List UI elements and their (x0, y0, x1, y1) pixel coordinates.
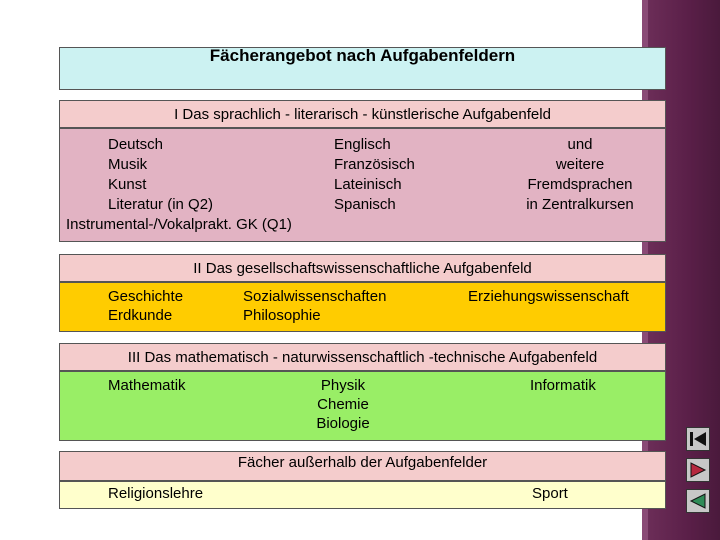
field1-note: und (567, 136, 593, 153)
previous-slide-icon[interactable] (686, 489, 710, 513)
field2-subject: Geschichte (108, 288, 184, 305)
page-title: Fächerangebot nach Aufgabenfeldern (209, 46, 516, 65)
field3-subject: Biologie (316, 415, 370, 432)
other-subject: Religionslehre (108, 485, 204, 502)
title-box (59, 47, 666, 90)
field2-subject: Sozialwissenschaften (243, 288, 387, 305)
field2-subject: Erziehungswissenschaft (468, 288, 629, 305)
field2-heading-box (59, 254, 666, 282)
field3-subjects-box (59, 371, 666, 441)
field1-language: Französisch (334, 156, 415, 173)
other-heading: Fächer außerhalb der Aufgabenfelder (237, 454, 488, 471)
field3-subject: Chemie (317, 396, 369, 413)
field1-language: Lateinisch (334, 176, 402, 193)
first-slide-icon[interactable] (686, 427, 710, 451)
field1-subject: Deutsch (108, 136, 164, 153)
field2-heading: II Das gesellschaftswissenschaftliche Aufgabenfeld (193, 260, 532, 277)
field1-subject: Literatur (in Q2) (108, 196, 214, 213)
field3-subject: Physik (320, 377, 366, 394)
field1-note: weitere (555, 156, 605, 173)
other-subjects-box (59, 481, 666, 509)
field1-note: in Zentralkursen (526, 196, 634, 213)
field3-subject: Informatik (530, 377, 596, 394)
field1-subject: Kunst (108, 176, 147, 193)
other-subject: Sport (532, 485, 568, 502)
field1-subject: Musik (108, 156, 148, 173)
field2-subjects-box (59, 282, 666, 332)
field1-language: Englisch (334, 136, 391, 153)
field3-heading-box (59, 343, 666, 371)
other-heading-box (59, 451, 666, 481)
field2-subject: Erdkunde (108, 307, 173, 324)
field3-subject: Mathematik (108, 377, 186, 394)
field1-subjects-box (59, 128, 666, 242)
field1-language: Spanisch (334, 196, 396, 213)
field1-heading: I Das sprachlich - literarisch - künstlerische Aufgabenfeld (174, 106, 551, 123)
field1-note: Fremdsprachen (527, 176, 633, 193)
field3-heading: III Das mathematisch - naturwissenschaftlich -technische Aufgabenfeld (127, 349, 598, 366)
field2-subject: Philosophie (243, 307, 321, 324)
field1-heading-box (59, 100, 666, 128)
field1-subject: Instrumental-/Vokalprakt. GK (Q1) (66, 216, 292, 233)
next-slide-icon[interactable] (686, 458, 710, 482)
